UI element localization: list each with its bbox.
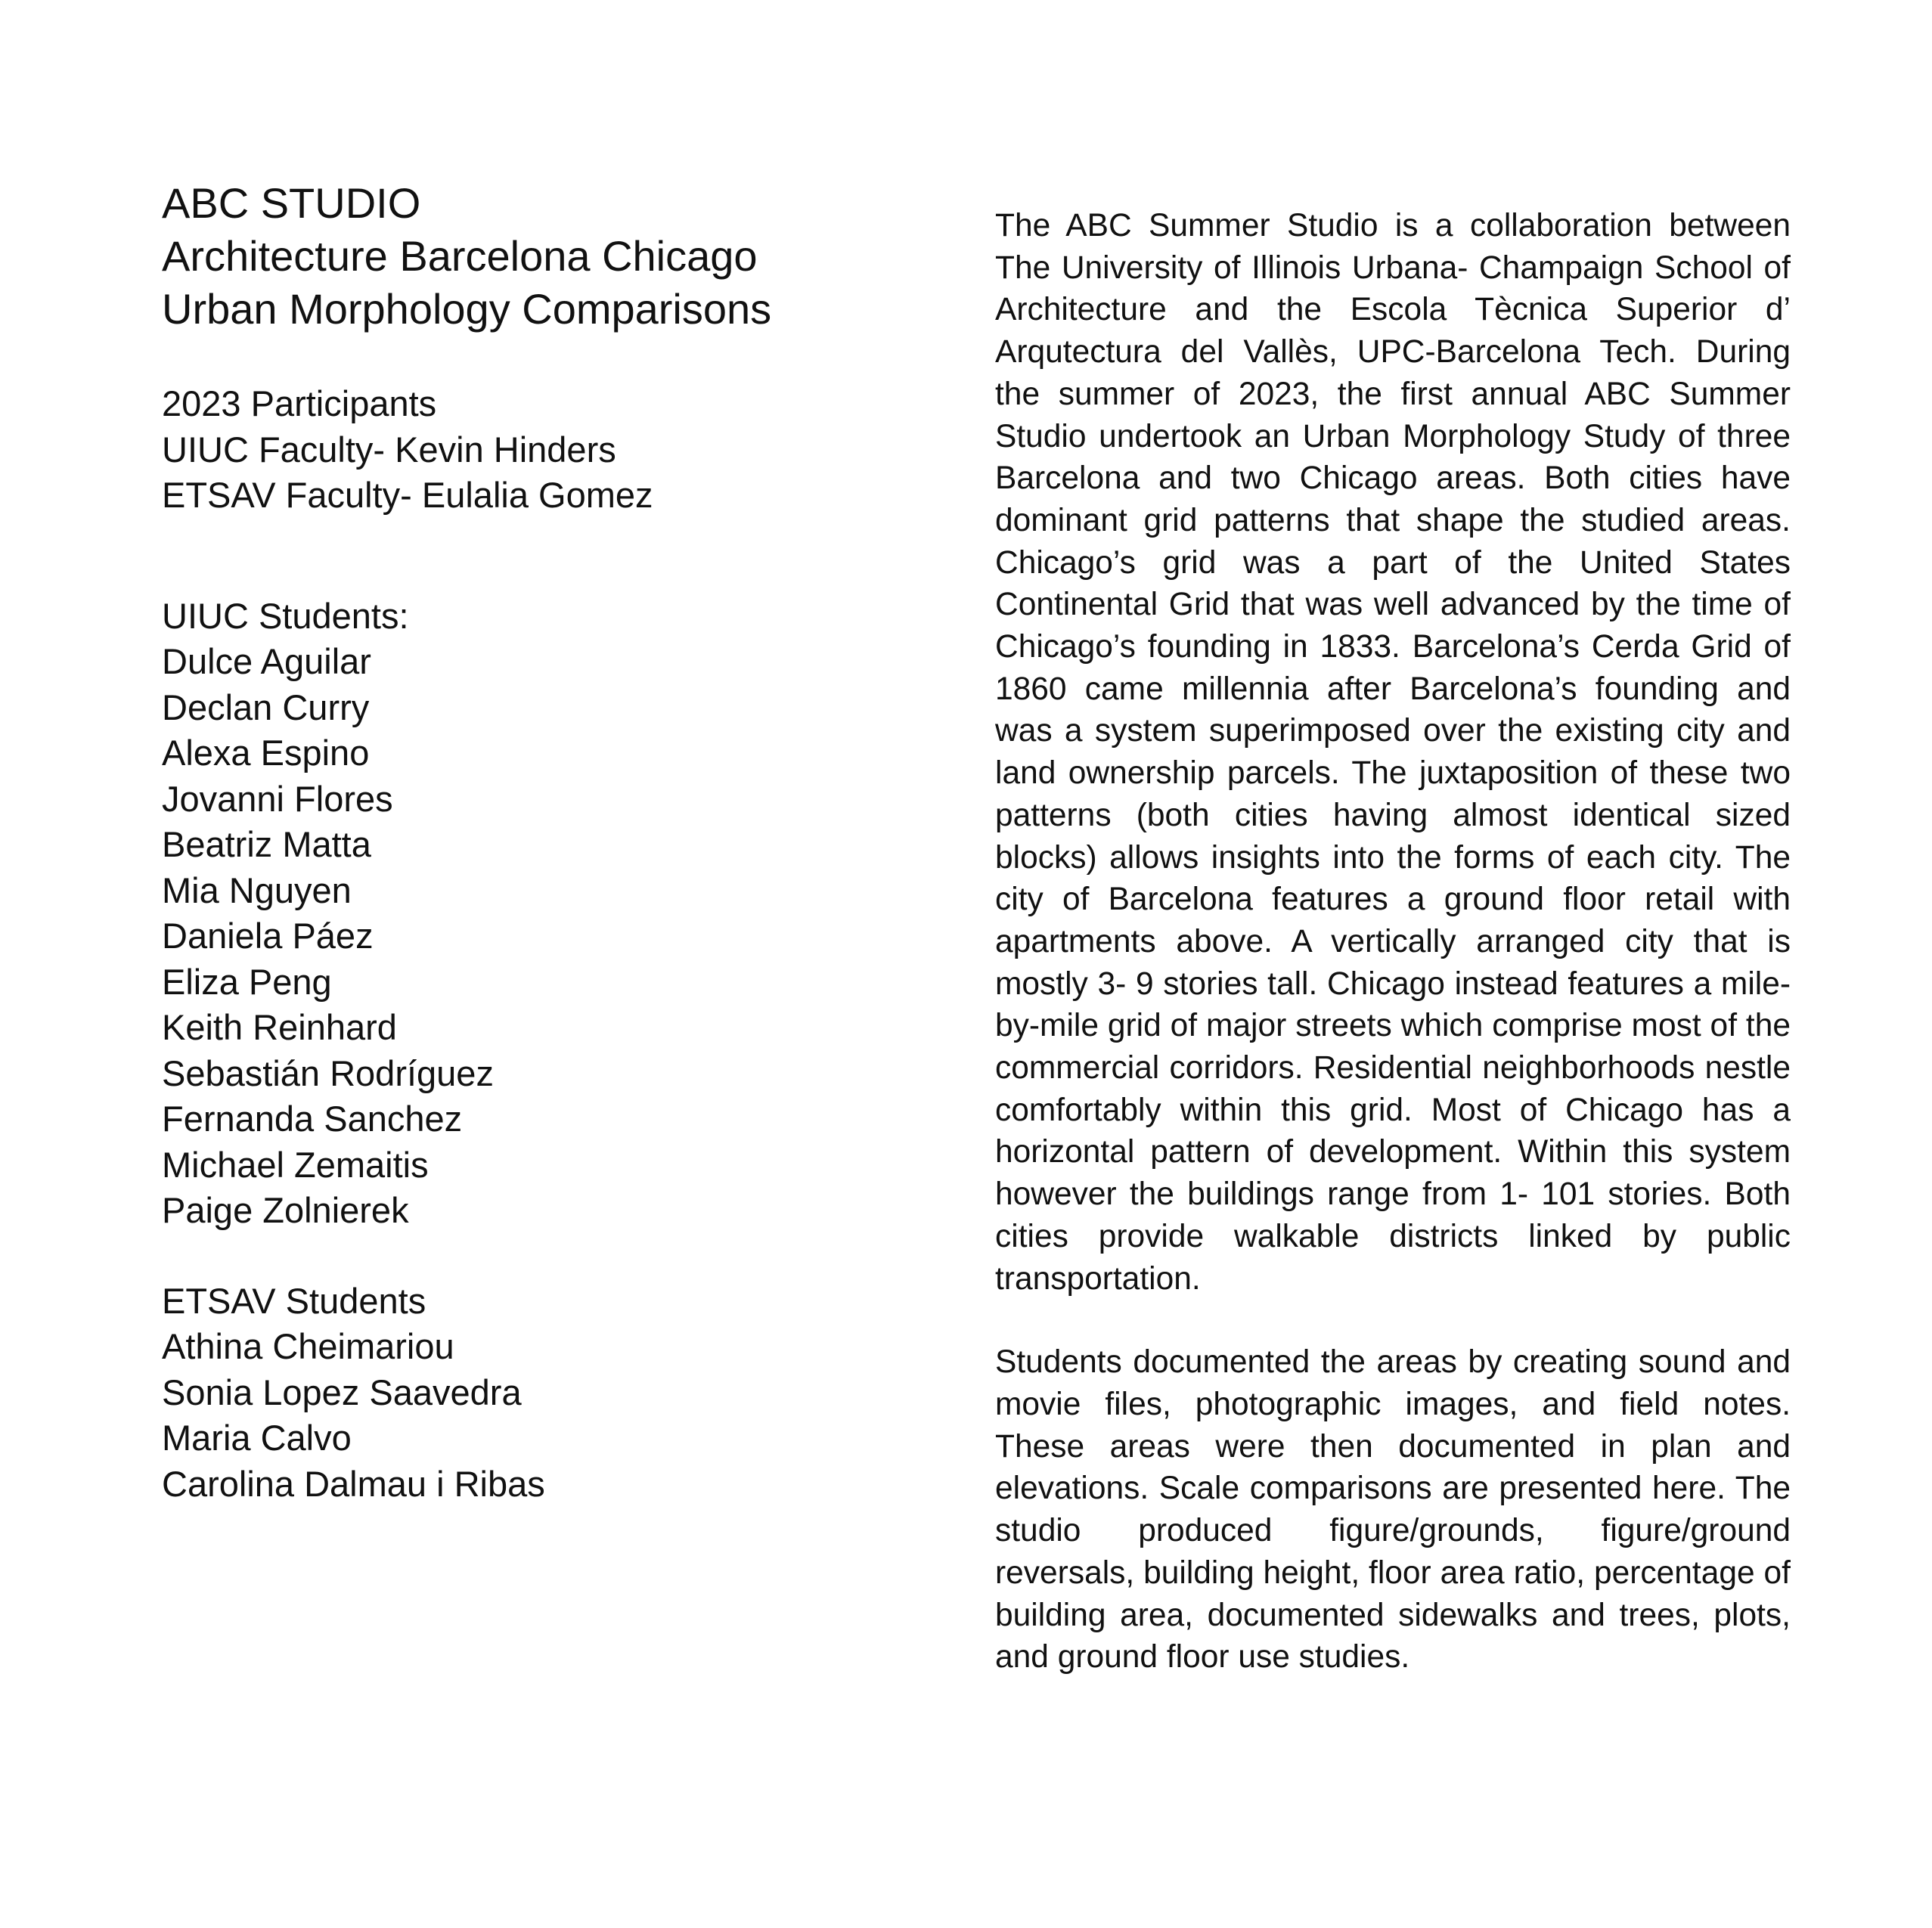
etsav-faculty: ETSAV Faculty- Eulalia Gomez [162, 475, 653, 515]
student-name: Declan Curry [162, 687, 370, 727]
student-name: Maria Calvo [162, 1418, 352, 1458]
student-name: Sebastián Rodríguez [162, 1052, 494, 1093]
uiuc-faculty: UIUC Faculty- Kevin Hinders [162, 429, 616, 470]
studio-subtitle: Architecture Barcelona Chicago [162, 232, 758, 280]
studio-topic: Urban Morphology Comparisons [162, 285, 772, 333]
spacer [162, 336, 918, 381]
student-name: Mia Nguyen [162, 869, 352, 910]
student-name: Jovanni Flores [162, 778, 393, 819]
student-name: Carolina Dalmau i Ribas [162, 1463, 545, 1504]
studio-title: ABC STUDIO [162, 179, 421, 227]
participants-block [162, 381, 918, 519]
student-name: Daniela Páez [162, 916, 374, 956]
etsav-students-block [162, 1279, 918, 1508]
studio-title-block [162, 177, 918, 336]
spacer [995, 1300, 1791, 1341]
student-name: Fernanda Sanchez [162, 1099, 463, 1139]
description-column [995, 205, 1791, 1678]
description-paragraph-2: Students documented the areas by creating sound and movie files, photographic images, and field notes. These areas were then documented in plan and elevations. Scale comparisons are presented here. The studio produced figure/grounds, figure/ground reversals, building height, floor area ratio, percentage of building area, documented sidewalks and trees, plots, and ground floor use studies. [995, 1344, 1791, 1675]
uiuc-students-block [162, 594, 918, 1234]
student-name: Beatriz Matta [162, 824, 371, 864]
participants-heading: 2023 Participants [162, 383, 437, 423]
spacer [162, 1234, 918, 1279]
student-name: Keith Reinhard [162, 1007, 397, 1047]
credits-column [162, 177, 918, 1507]
student-name: Michael Zemaitis [162, 1144, 429, 1185]
student-name: Sonia Lopez Saavedra [162, 1372, 522, 1412]
student-name: Dulce Aguilar [162, 641, 371, 681]
student-name: Alexa Espino [162, 733, 370, 773]
spacer [162, 519, 918, 594]
uiuc-students-heading: UIUC Students: [162, 595, 409, 636]
etsav-students-heading: ETSAV Students [162, 1280, 426, 1321]
student-name: Paige Zolnierek [162, 1190, 409, 1230]
description-paragraph-1: The ABC Summer Studio is a collaboration between The University of Illinois Urbana- Champaign School of Architecture and the Escola Tècnica Superior d’ Arqutectura del Vallès, UPC-Barcelona Tech. During the summer of 2023, the first annual ABC Summer Studio undertook an Urban Morphology Study of three Barcelona and two Chicago areas. Both cities have dominant grid patterns that shape the studied areas. Chicago’s grid was a part of the United States Continental Grid that was well advanced by the time of Chicago’s founding in 1833. Barcelona’s Cerda Grid of 1860 came millennia after Barcelona’s founding and was a system superimposed over the existing city and land ownership parcels. The juxtaposition of these two patterns (both cities having almost identical sized blocks) allows insights into the forms of each city. The city of Barcelona features a ground floor retail with apartments above. A vertically arranged city that is mostly 3- 9 stories tall. Chicago instead features a mile-by-mile grid of major streets which comprise most of the commercial corridors. Residential neighborhoods nestle comfortably within this grid. Most of Chicago has a horizontal pattern of development. Within this system however the buildings range from 1- 101 stories. Both cities provide walkable districts linked by public transportation. [995, 208, 1791, 1297]
student-name: Eliza Peng [162, 961, 332, 1002]
student-name: Athina Cheimariou [162, 1326, 454, 1366]
